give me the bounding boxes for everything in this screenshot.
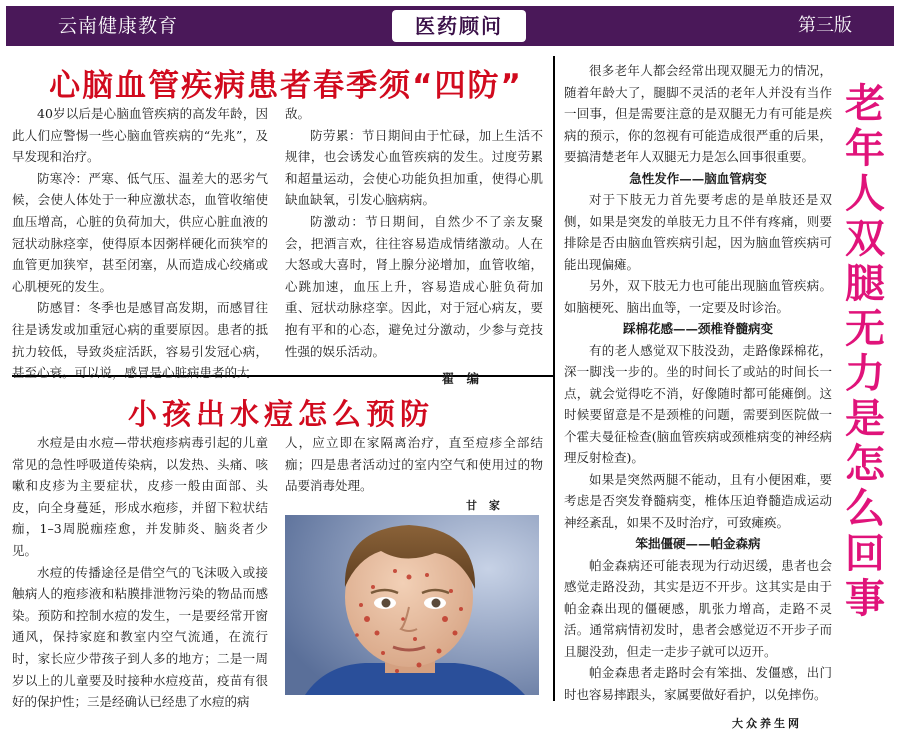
article3-subheading: 笨拙僵硬——帕金森病 bbox=[635, 536, 761, 551]
article2-author: 甘 家 bbox=[466, 499, 504, 512]
title-char: 双 bbox=[845, 216, 885, 262]
title-char: 年 bbox=[845, 126, 885, 172]
article3-subheading: 踩棉花感——颈椎脊髓病变 bbox=[622, 321, 773, 336]
article2-title: 小孩出水痘怎么预防 bbox=[127, 397, 434, 431]
article1-paragraph: 防寒冷：严寒、低气压、温差大的恶劣气候，会使人体处于一种应激状态，血管收缩使血压增高，心脏的负荷加大，供应心脏血液的冠状动脉痉挛，使得原本因粥样硬化而狭窄的血管更加狭窄，甚至闭塞，从而造成心绞痛或心肌梗死的发生。 bbox=[12, 170, 268, 294]
page-number: 第三版 bbox=[798, 15, 852, 36]
article3-paragraph: 如果是突然两腿不能动，且有小便困难，要考虑是否突发脊髓病变，椎体压迫脊髓造成运动神经紊乱，如果不及时治疗，可致瘫痪。 bbox=[564, 471, 832, 530]
article1-col1 bbox=[12, 103, 268, 384]
title-char: 老 bbox=[845, 81, 885, 127]
article1-col2 bbox=[285, 103, 543, 390]
child-illustration bbox=[285, 515, 539, 695]
article3-paragraph: 很多老年人都会经常出现双腿无力的情况，随着年龄大了，腿脚不灵活的老年人并没有当作一回事，但是需要注意的是双腿无力有可能是疾病的预示，你的忽视有可能造成很严重的后果，要搞清楚老年人双腿无力是怎么回事很重要。 bbox=[564, 63, 832, 164]
article2-paragraph: 水痘的传播途径是借空气的飞沫吸入或接触病人的疱疹液和粘膜排泄物污染的物品而感染。预防和控制水痘的发生，一是要经常开窗通风，保持家庭和教室内空气流通，在流行时，家长应少带孩子到人多的地方；二是一周岁以上的儿童要及时接种水痘疫苗，疫苗有很好的保护性；三是经确认已经患了水痘的病 bbox=[12, 564, 268, 710]
title-char: 人 bbox=[845, 171, 885, 217]
article3-paragraph: 帕金森患者走路时会有笨拙、发僵感，出门时也容易摔跟头，家属要做好看护，以免摔伤。 bbox=[564, 665, 832, 702]
article2-paragraph: 水痘是由水痘—带状疱疹病毒引起的儿童常见的急性呼吸道传染病，以发热、头痛、咳嗽和皮疹为主要症状，皮疹一般由面部、头皮，向全身蔓延，形成水疱疹，并留下粒状结痂，1–3周脱痂痊愈，并发肺炎、脑炎者少见。 bbox=[12, 435, 268, 558]
article2-col2 bbox=[285, 432, 543, 497]
title-char: 是 bbox=[845, 396, 885, 442]
newspaper-name: 云南健康教育 bbox=[58, 15, 179, 37]
title-char: 怎 bbox=[845, 441, 885, 487]
article3-paragraph: 对于下肢无力首先要考虑的是单肢还是双侧，如果是突发的单肢无力且不伴有疼痛，则要排除是否由脑血管疾病引起，因为脑血管疾病可能出现偏瘫。 bbox=[564, 192, 832, 272]
title-char: 事 bbox=[845, 576, 885, 622]
article3-paragraph: 有的老人感觉双下肢没劲，走路像踩棉花，深一脚浅一步的。坐的时间长了或站的时间长一点，就会觉得吃不消，好像随时都可能瘫倒。这时候要留意是不是颈椎的问题，需要到医院做一个霍夫曼征检查(脑血管疾病或颈椎病变的神经病理反射检查)。 bbox=[564, 342, 832, 465]
article2-paragraph: 人，应立即在家隔离治疗，直至痘疹全部结痂；四是患者活动过的室内空气和使用过的物品要消毒处理。 bbox=[285, 435, 543, 494]
page-header bbox=[0, 0, 900, 50]
article2-col1 bbox=[12, 432, 268, 713]
title-char: 腿 bbox=[845, 261, 885, 307]
article3-vertical-title bbox=[838, 82, 892, 622]
article1-title: 心脑血管疾病患者春季须“四防” bbox=[49, 68, 523, 104]
section-title: 医药顾问 bbox=[392, 10, 526, 42]
title-char: 回 bbox=[845, 531, 885, 577]
title-char: 么 bbox=[845, 486, 885, 532]
article1-paragraph: 40岁以后是心脑血管疾病的高发年龄，因此人们应警惕一些心脑血管疾病的“先兆”，及早发现和治疗。 bbox=[12, 106, 268, 165]
article1-paragraph: 防劳累：节日期间由于忙碌，加上生活不规律，也会诱发心血管疾病的发生。过度劳累和超量运动，会使心功能负担加重，使得心肌缺血缺氧，引发心脑病病。 bbox=[285, 127, 543, 208]
article1-paragraph: 防感冒：冬季也是感冒高发期，而感冒往往是诱发或加重冠心病的重要原因。患者的抵抗力较低，导致炎症活跃，容易引发冠心病，甚至心衰。可以说，感冒是心脏病患者的大 bbox=[12, 300, 268, 381]
article3-subheading: 急性发作——脑血管病变 bbox=[629, 170, 767, 186]
article1-paragraph: 敌。 bbox=[285, 106, 311, 121]
title-char: 无 bbox=[845, 306, 885, 352]
article1-byline: 翟 编 bbox=[441, 371, 483, 387]
article3-source: 大众养生网 bbox=[732, 717, 802, 730]
article3-paragraph: 另外，双下肢无力也可能出现脑血管疾病。如脑梗死、脑出血等，一定要及时诊治。 bbox=[564, 278, 832, 315]
article1-paragraph: 防激动：节日期间，自然少不了亲友聚会，把酒言欢，往往容易造成情绪激动。人在大怒或大喜时，肾上腺分泌增加，血管收缩，心跳加速，血压上升，容易造成心脏负荷加重、冠状动脉痉挛。因此，对于冠心病友，要抱有平和的心态，避免过分激动，少参与竞技性强的娱乐活动。 bbox=[285, 213, 543, 359]
column-rule-right bbox=[553, 56, 555, 701]
article3-paragraph: 帕金森病还可能表现为行动迟缓，患者也会感觉走路没劲，其实是迈不开步。这其实是由于帕金森出现的僵硬感，肌张力增高，走路不灵活。通常病情初发时，患者会感觉迈不开步子而且腿没劲，但走一走步子就可以迈开。 bbox=[564, 557, 832, 659]
title-char: 力 bbox=[845, 351, 885, 397]
child-photo bbox=[285, 515, 539, 695]
article3-body bbox=[564, 60, 832, 735]
